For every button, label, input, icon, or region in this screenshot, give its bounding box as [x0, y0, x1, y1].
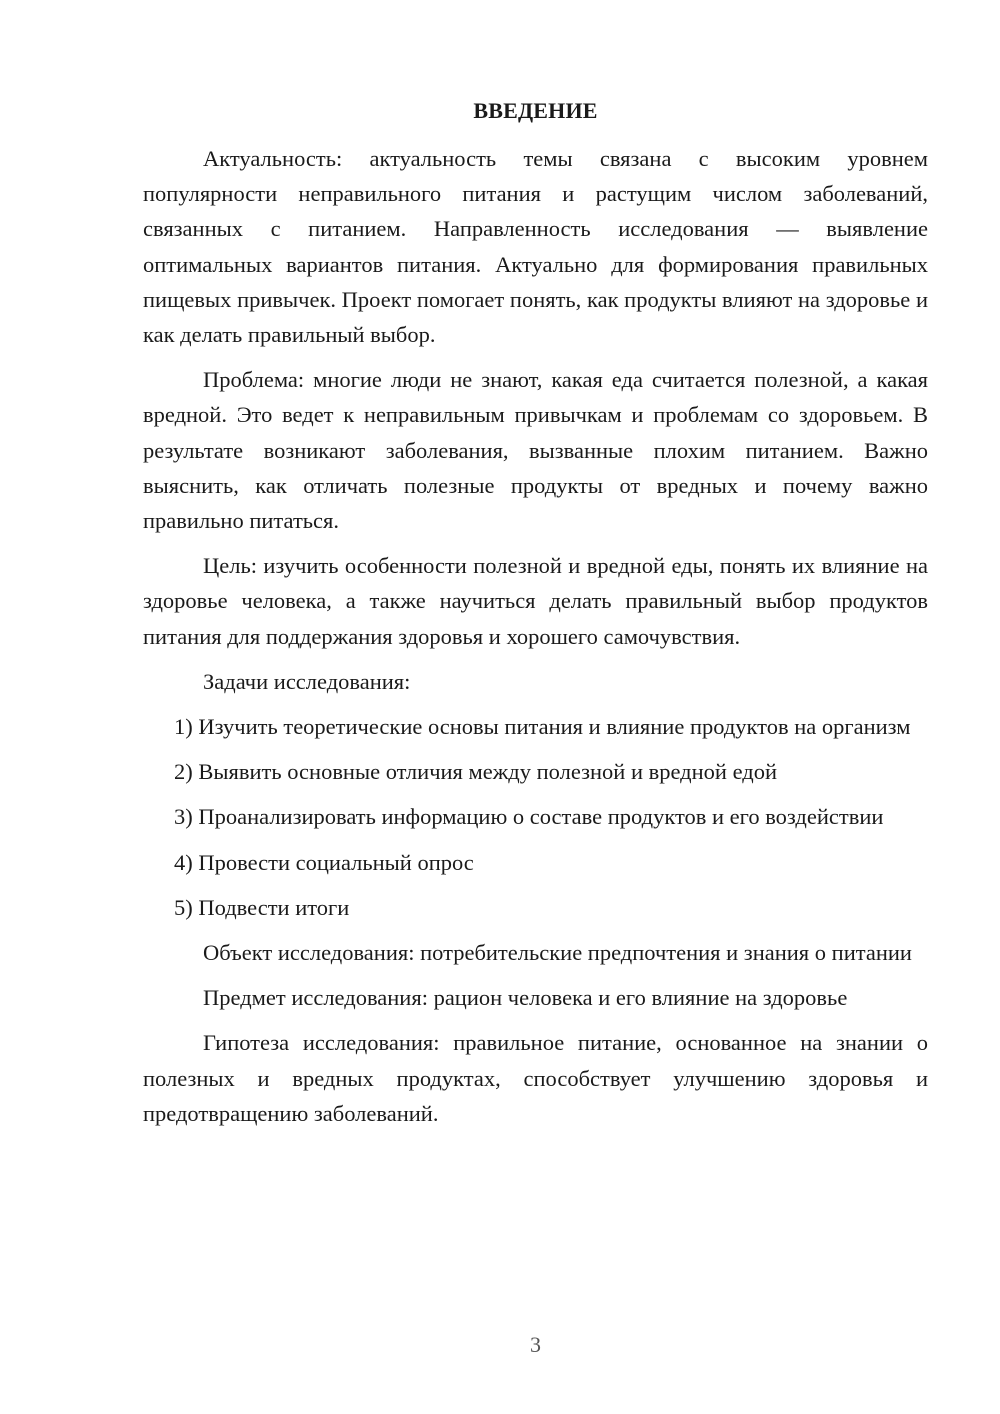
task-item-2: 2) Выявить основные отличия между полезной и вредной едой	[174, 759, 778, 785]
page-body	[143, 94, 928, 1131]
problem-paragraph: Проблема: многие люди не знают, какая еда считается полезной, а какая вредной. Это ведет к неправильным привычкам и проблемам со здоровьем. В результате возникают заболевания, вызванные плохим питанием. Важно выяснить, как отличать полезные продукты от вредных и почему важно правильно питаться.	[143, 367, 928, 534]
page-number: 3	[530, 1332, 541, 1357]
hypothesis-paragraph: Гипотеза исследования: правильное питание, основанное на знании о полезных и вредных продуктах, способствует улучшению здоровья и предотвращению заболеваний.	[143, 1030, 928, 1126]
subject-paragraph: Предмет исследования: рацион человека и его влияние на здоровье	[203, 985, 848, 1011]
relevance-paragraph: Актуальность: актуальность темы связана с высоким уровнем популярности неправильного питания и растущим числом заболеваний, связанных с питанием. Направленность исследования — выявление оптимальных вариантов питания. Актуально для формирования правильных пищевых привычек. Проект помогает понять, как продукты влияют на здоровье и как делать правильный выбор.	[143, 146, 928, 348]
object-paragraph: Объект исследования: потребительские предпочтения и знания о питании	[203, 940, 912, 966]
task-item-5: 5) Подвести итоги	[174, 894, 350, 920]
task-item-3: 3) Проанализировать информацию о составе продуктов и его воздействии	[174, 804, 884, 830]
section-heading: ВВЕДЕНИЕ	[473, 98, 598, 123]
task-item-4: 4) Провести социальный опрос	[174, 849, 474, 875]
task-item-1: 1) Изучить теоретические основы питания и влияние продуктов на организм	[174, 714, 911, 740]
tasks-title: Задачи исследования:	[203, 668, 411, 694]
goal-paragraph: Цель: изучить особенности полезной и вредной еды, понять их влияние на здоровье человека, а также научиться делать правильный выбор продуктов питания для поддержания здоровья и хорошего самочувствия.	[143, 553, 928, 649]
